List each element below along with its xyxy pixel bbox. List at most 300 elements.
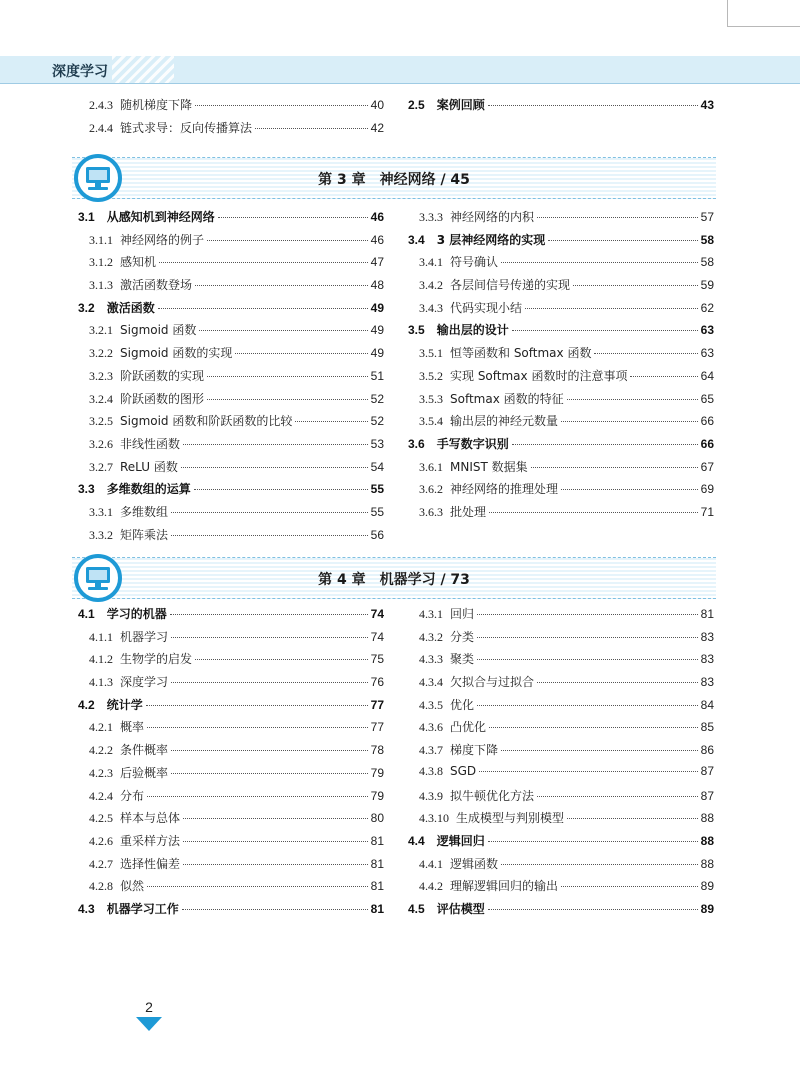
toc-entry-title: 从感知机到神经网络 <box>106 210 215 224</box>
header-stripes <box>112 56 174 83</box>
toc-entry-page: 85 <box>700 720 714 735</box>
toc-entry-page: 79 <box>370 765 384 780</box>
toc-entry[interactable] <box>408 696 714 719</box>
toc-entry[interactable] <box>408 344 714 367</box>
toc-entry-number: 3.2.4 <box>89 391 113 406</box>
toc-leader-dots <box>537 217 698 218</box>
toc-entry-number: 3.6.1 <box>419 459 443 474</box>
corner-tab <box>727 0 800 27</box>
toc-entry-title: SGD <box>450 763 477 778</box>
toc-entry-number: 4.1.1 <box>89 629 113 644</box>
toc-entry-title: Sigmoid 函数和阶跃函数的比较 <box>120 414 293 429</box>
toc-entry-page: 74 <box>370 607 384 621</box>
toc-entry-number: 3.3.2 <box>89 527 113 542</box>
toc-entry-number: 4.5 <box>408 901 425 916</box>
toc-entry[interactable] <box>78 435 384 458</box>
chapter-3-title: 第 3 章 神经网络 / 45 <box>318 172 470 188</box>
toc-entry-page: 87 <box>700 763 714 778</box>
toc-entry-title: 优化 <box>450 697 475 712</box>
toc-leader-dots <box>235 353 367 354</box>
toc-entry-page: 52 <box>370 391 384 406</box>
toc-entry-page: 81 <box>370 833 384 848</box>
toc-entry[interactable] <box>78 855 384 878</box>
toc-entry-number: 3.3 <box>78 482 95 497</box>
toc-entry-page: 54 <box>370 459 384 474</box>
toc-entry[interactable] <box>78 367 384 390</box>
toc-entry-page: 67 <box>700 459 714 474</box>
toc-leader-dots <box>512 444 698 445</box>
toc-entry-title: 凸优化 <box>450 720 487 735</box>
toc-entry-title: 案例回顾 <box>436 98 485 112</box>
toc-entry[interactable] <box>408 650 714 673</box>
toc-entry-number: 4.3.4 <box>419 675 443 690</box>
toc-entry-page: 79 <box>370 788 384 803</box>
toc-entry[interactable] <box>408 832 714 855</box>
toc-entry-title: 激活函数 <box>106 300 155 315</box>
toc-entry[interactable] <box>78 390 384 413</box>
page-marker-triangle <box>136 1017 162 1031</box>
toc-entry-title: 神经网络的推理处理 <box>450 482 559 497</box>
toc-entry[interactable] <box>78 900 384 923</box>
toc-entry-number: 4.3.5 <box>419 697 443 712</box>
toc-leader-dots <box>561 421 698 422</box>
toc-entry-page: 65 <box>700 391 714 406</box>
toc-entry[interactable] <box>408 628 714 651</box>
toc-entry-page: 59 <box>700 278 714 293</box>
toc-entry[interactable] <box>408 321 714 344</box>
toc-entry-title: 阶跃函数的实现 <box>120 368 205 383</box>
toc-entry-title: 各层间信号传递的实现 <box>450 278 571 293</box>
toc-entry[interactable] <box>78 696 384 719</box>
toc-entry[interactable] <box>408 458 714 481</box>
toc-entry[interactable] <box>78 344 384 367</box>
toc-leader-dots <box>501 750 698 751</box>
toc-entry[interactable] <box>78 119 384 142</box>
toc-column-right <box>408 96 714 141</box>
toc-leader-dots <box>171 637 368 638</box>
toc-entry-title: 随机梯度下降 <box>120 98 193 112</box>
toc-entry[interactable] <box>78 673 384 696</box>
toc-leader-dots <box>479 771 697 772</box>
toc-entry[interactable] <box>78 718 384 741</box>
toc-entry-title: 似然 <box>120 879 145 894</box>
toc-entry-number: 4.2 <box>78 697 95 712</box>
toc-entry[interactable] <box>78 877 384 900</box>
toc-entry-page: 80 <box>370 811 384 826</box>
toc-entry-page: 83 <box>700 675 714 690</box>
toc-entry[interactable] <box>408 412 714 435</box>
toc-leader-dots <box>199 330 367 331</box>
toc-leader-dots <box>207 399 368 400</box>
toc-entry-number: 4.2.7 <box>89 856 113 871</box>
chapter-3-banner <box>72 157 716 199</box>
toc-leader-dots <box>195 285 368 286</box>
toc-entry-page: 84 <box>700 697 714 712</box>
toc-entry-page: 55 <box>370 482 384 497</box>
toc-entry[interactable] <box>408 503 714 526</box>
toc-entry-number: 4.1.3 <box>89 675 113 690</box>
toc-entry-title: 梯度下降 <box>450 743 499 758</box>
toc-column-left <box>78 605 384 923</box>
toc-leader-dots <box>561 489 698 490</box>
toc-entry[interactable] <box>408 276 714 299</box>
toc-leader-dots <box>477 614 698 615</box>
toc-leader-dots <box>170 614 368 615</box>
toc-leader-dots <box>147 796 368 797</box>
toc-entry-title: 逻辑回归 <box>436 833 485 848</box>
toc-entry-number: 3.6.3 <box>419 504 443 519</box>
toc-entry-page: 88 <box>700 833 714 848</box>
toc-leader-dots <box>195 105 368 106</box>
toc-entry[interactable] <box>78 526 384 549</box>
toc-entry-number: 3.4.3 <box>419 300 443 315</box>
toc-entry-page: 55 <box>370 504 384 519</box>
toc-entry-number: 4.2.4 <box>89 788 113 803</box>
toc-entry-page: 58 <box>700 232 714 247</box>
toc-leader-dots <box>488 909 698 910</box>
toc-entry-number: 4.2.3 <box>89 765 113 780</box>
toc-entry-number: 3.3.3 <box>419 210 443 224</box>
toc-entry-page: 47 <box>370 255 384 270</box>
toc-leader-dots <box>194 489 368 490</box>
toc-entry-page: 46 <box>370 232 384 247</box>
toc-entry[interactable] <box>408 208 714 231</box>
toc-entry-number: 4.3.1 <box>419 607 443 621</box>
toc-entry[interactable] <box>78 741 384 764</box>
toc-entry-number: 4.4.1 <box>419 856 443 871</box>
toc-column-right <box>408 208 714 548</box>
running-header <box>0 56 800 84</box>
toc-entry-number: 3.6 <box>408 436 425 451</box>
toc-entry-title: 样本与总体 <box>120 811 181 826</box>
toc-entry-title: MNIST 数据集 <box>450 459 528 474</box>
toc-entry[interactable] <box>408 877 714 900</box>
toc-leader-dots <box>147 727 368 728</box>
toc-entry-number: 3.5.1 <box>419 346 443 361</box>
toc-entry-number: 3.4 <box>408 232 425 247</box>
toc-entry-page: 40 <box>370 98 384 112</box>
toc-entry-page: 49 <box>370 300 384 315</box>
toc-entry-number: 3.5.4 <box>419 414 443 429</box>
toc-entry-page: 81 <box>700 607 714 621</box>
toc-leader-dots <box>183 841 368 842</box>
toc-entry-title: 机器学习 <box>120 629 169 644</box>
toc-entry-number: 3.6.2 <box>419 482 443 497</box>
toc-column-right <box>408 605 714 923</box>
toc-leader-dots <box>477 637 698 638</box>
toc-entry[interactable] <box>408 253 714 276</box>
toc-leader-dots <box>561 886 698 887</box>
toc-entry[interactable] <box>78 650 384 673</box>
toc-entry-number: 3.3.1 <box>89 504 113 519</box>
toc-entry-page: 62 <box>700 300 714 315</box>
toc-entry[interactable] <box>78 208 384 231</box>
toc-entry[interactable] <box>78 321 384 344</box>
toc-entry-page: 49 <box>370 323 384 338</box>
toc-entry-number: 2.4.4 <box>89 120 113 135</box>
toc-entry-number: 3.2.6 <box>89 436 113 451</box>
toc-entry[interactable] <box>408 718 714 741</box>
toc-column-left <box>78 96 384 141</box>
toc-entry[interactable] <box>78 832 384 855</box>
toc-entry-title: 重采样方法 <box>120 833 181 848</box>
toc-entry-title: 拟牛顿优化方法 <box>450 788 535 803</box>
toc-entry-number: 4.3.9 <box>419 788 443 803</box>
toc-entry-number: 3.4.1 <box>419 255 443 270</box>
toc-entry-title: 实现 Softmax 函数时的注意事项 <box>450 368 628 383</box>
toc-entry-title: 符号确认 <box>450 255 499 270</box>
toc-entry-title: 分类 <box>450 629 475 644</box>
toc-entry-page: 87 <box>700 788 714 803</box>
toc-leader-dots <box>171 682 368 683</box>
toc-entry-page: 63 <box>700 323 714 338</box>
toc-entry-number: 3.2.1 <box>89 323 113 338</box>
toc-entry[interactable] <box>78 276 384 299</box>
toc-entry-title: 输出层的神经元数量 <box>450 414 559 429</box>
toc-entry-page: 63 <box>700 346 714 361</box>
toc-entry-title: 聚类 <box>450 652 475 667</box>
toc-entry-title: 3 层神经网络的实现 <box>436 232 546 247</box>
page-number: 2 <box>145 999 153 1015</box>
toc-entry-number: 3.5.2 <box>419 368 443 383</box>
toc-entry-title: 概率 <box>120 720 145 735</box>
toc-entry[interactable] <box>408 764 714 787</box>
toc-entry-number: 2.5 <box>408 98 425 112</box>
toc-entry-title: Sigmoid 函数的实现 <box>120 346 233 361</box>
toc-entry-page: 46 <box>370 210 384 224</box>
toc-entry-title: 理解逻辑回归的输出 <box>450 879 559 894</box>
toc-entry-page: 78 <box>370 743 384 758</box>
toc-entry-number: 4.2.2 <box>89 743 113 758</box>
toc-entry-title: 机器学习工作 <box>106 901 179 916</box>
toc-entry-number: 3.1.2 <box>89 255 113 270</box>
toc-leader-dots <box>630 376 697 377</box>
toc-leader-dots <box>488 105 698 106</box>
toc-entry-number: 4.2.6 <box>89 833 113 848</box>
toc-leader-dots <box>567 399 698 400</box>
toc-entry-number: 3.2.7 <box>89 459 113 474</box>
toc-entry[interactable] <box>408 900 714 923</box>
toc-leader-dots <box>573 285 698 286</box>
toc-leader-dots <box>218 217 368 218</box>
toc-entry[interactable] <box>408 96 714 119</box>
toc-entry-title: 学习的机器 <box>106 607 167 621</box>
toc-entry-title: 链式求导：反向传播算法 <box>120 120 253 135</box>
toc-entry-title: 深度学习 <box>120 675 169 690</box>
toc-entry[interactable] <box>408 787 714 810</box>
toc-leader-dots <box>477 659 698 660</box>
toc-leader-dots <box>489 512 698 513</box>
toc-entry-number: 3.1.1 <box>89 232 113 247</box>
toc-entry[interactable] <box>78 628 384 651</box>
toc-entry-page: 77 <box>370 697 384 712</box>
toc-entry-number: 4.3 <box>78 901 95 916</box>
toc-leader-dots <box>181 467 368 468</box>
toc-entry[interactable] <box>78 480 384 503</box>
toc-entry-page: 81 <box>370 879 384 894</box>
toc-entry-title: 回归 <box>450 607 475 621</box>
toc-entry-page: 81 <box>370 901 384 916</box>
toc-entry-page: 83 <box>700 652 714 667</box>
toc-entry-number: 3.2.5 <box>89 414 113 429</box>
toc-column-left <box>78 208 384 548</box>
toc-entry-number: 3.5 <box>408 323 425 338</box>
toc-entry[interactable] <box>408 367 714 390</box>
toc-entry-page: 43 <box>700 98 714 112</box>
toc-entry-page: 58 <box>700 255 714 270</box>
toc-entry-number: 4.2.8 <box>89 879 113 894</box>
toc-entry-title: 感知机 <box>120 255 157 270</box>
toc-entry-title: 后验概率 <box>120 765 169 780</box>
toc-entry-title: 逻辑函数 <box>450 856 499 871</box>
toc-entry[interactable] <box>78 605 384 628</box>
toc-leader-dots <box>567 818 698 819</box>
toc-entry-page: 86 <box>700 743 714 758</box>
toc-entry-number: 3.4.2 <box>419 278 443 293</box>
toc-entry-number: 4.3.3 <box>419 652 443 667</box>
toc-entry-page: 49 <box>370 346 384 361</box>
toc-entry-title: Softmax 函数的特征 <box>450 391 564 406</box>
toc-leader-dots <box>171 773 368 774</box>
toc-leader-dots <box>183 444 368 445</box>
toc-entry-title: 神经网络的例子 <box>120 232 205 247</box>
toc-leader-dots <box>501 262 698 263</box>
toc-entry-number: 2.4.3 <box>89 98 113 112</box>
toc-entry-title: 恒等函数和 Softmax 函数 <box>450 346 592 361</box>
toc-entry[interactable] <box>78 458 384 481</box>
toc-entry-page: 48 <box>370 278 384 293</box>
toc-entry-number: 4.3.6 <box>419 720 443 735</box>
toc-entry[interactable] <box>78 787 384 810</box>
toc-entry-number: 3.2.2 <box>89 346 113 361</box>
toc-entry-page: 74 <box>370 629 384 644</box>
toc-leader-dots <box>525 308 698 309</box>
toc-entry-title: 条件概率 <box>120 743 169 758</box>
toc-entry[interactable] <box>408 809 714 832</box>
toc-entry-page: 75 <box>370 652 384 667</box>
toc-entry-number: 4.3.7 <box>419 743 443 758</box>
toc-entry[interactable] <box>78 253 384 276</box>
toc-entry-number: 3.1 <box>78 210 95 224</box>
toc-entry-title: 统计学 <box>106 697 143 712</box>
toc-entry-number: 3.1.3 <box>89 278 113 293</box>
toc-top-section <box>78 96 714 141</box>
book-title: 深度学习 <box>52 64 108 80</box>
toc-leader-dots <box>594 353 697 354</box>
toc-entry[interactable] <box>408 741 714 764</box>
toc-entry[interactable] <box>408 480 714 503</box>
toc-entry-number: 3.2.3 <box>89 368 113 383</box>
toc-entry-number: 3.2 <box>78 300 95 315</box>
toc-entry-page: 64 <box>700 368 714 383</box>
toc-leader-dots <box>158 308 368 309</box>
toc-entry-title: 欠拟合与过拟合 <box>450 675 535 690</box>
toc-entry-page: 56 <box>370 527 384 542</box>
toc-entry-page: 89 <box>700 879 714 894</box>
toc-entry-page: 88 <box>700 811 714 826</box>
toc-entry-number: 3.5.3 <box>419 391 443 406</box>
toc-entry-title: 批处理 <box>450 504 487 519</box>
toc-leader-dots <box>182 909 368 910</box>
toc-entry-page: 88 <box>700 856 714 871</box>
toc-entry-number: 4.1.2 <box>89 652 113 667</box>
toc-leader-dots <box>489 727 698 728</box>
toc-entry[interactable] <box>78 412 384 435</box>
toc-entry[interactable] <box>78 809 384 832</box>
toc-leader-dots <box>295 421 367 422</box>
toc-leader-dots <box>537 682 698 683</box>
toc-entry-number: 4.2.5 <box>89 811 113 826</box>
toc-entry-title: 分布 <box>120 788 145 803</box>
toc-entry-title: 神经网络的内积 <box>450 210 535 224</box>
toc-entry-page: 66 <box>700 414 714 429</box>
toc-entry[interactable] <box>408 231 714 254</box>
toc-entry[interactable] <box>78 503 384 526</box>
toc-leader-dots <box>195 659 368 660</box>
toc-entry-page: 77 <box>370 720 384 735</box>
toc-entry-title: 评估模型 <box>436 901 485 916</box>
toc-entry[interactable] <box>408 435 714 458</box>
toc-entry-title: 输出层的设计 <box>436 323 509 338</box>
toc-leader-dots <box>537 796 698 797</box>
toc-chapter-4 <box>78 605 714 923</box>
toc-chapter-3 <box>78 208 714 548</box>
toc-entry-title: 非线性函数 <box>120 436 181 451</box>
toc-entry[interactable] <box>408 390 714 413</box>
toc-entry[interactable] <box>408 673 714 696</box>
toc-entry-number: 4.3.8 <box>419 763 443 778</box>
toc-entry-page: 76 <box>370 675 384 690</box>
toc-leader-dots <box>488 841 698 842</box>
toc-entry-page: 81 <box>370 856 384 871</box>
toc-entry-title: 代码实现小结 <box>450 300 523 315</box>
toc-entry-page: 57 <box>700 210 714 224</box>
toc-leader-dots <box>171 750 368 751</box>
chapter-4-banner <box>72 557 716 599</box>
toc-entry[interactable] <box>408 299 714 322</box>
toc-entry-page: 42 <box>370 120 384 135</box>
toc-leader-dots <box>146 705 368 706</box>
toc-leader-dots <box>501 864 698 865</box>
toc-leader-dots <box>512 330 698 331</box>
toc-entry-page: 83 <box>700 629 714 644</box>
toc-entry-number: 4.4 <box>408 833 425 848</box>
toc-leader-dots <box>531 467 698 468</box>
toc-entry-title: 矩阵乘法 <box>120 527 169 542</box>
toc-entry-page: 89 <box>700 901 714 916</box>
toc-entry[interactable] <box>78 96 384 119</box>
toc-entry-page: 69 <box>700 482 714 497</box>
toc-entry[interactable] <box>78 764 384 787</box>
toc-entry-number: 4.3.2 <box>419 629 443 644</box>
toc-leader-dots <box>171 535 368 536</box>
toc-leader-dots <box>477 705 698 706</box>
toc-leader-dots <box>207 240 368 241</box>
toc-entry-title: 生成模型与判别模型 <box>456 811 565 826</box>
toc-entry-title: Sigmoid 函数 <box>120 323 197 338</box>
toc-entry-title: 阶跃函数的图形 <box>120 391 205 406</box>
toc-entry-title: ReLU 函数 <box>120 459 178 474</box>
toc-entry[interactable] <box>408 855 714 878</box>
toc-entry-title: 生物学的启发 <box>120 652 193 667</box>
toc-entry-page: 52 <box>370 414 384 429</box>
toc-entry[interactable] <box>408 605 714 628</box>
toc-leader-dots <box>171 512 368 513</box>
toc-entry-title: 多维数组的运算 <box>106 482 191 497</box>
toc-entry[interactable] <box>78 231 384 254</box>
toc-entry-title: 多维数组 <box>120 504 169 519</box>
toc-entry[interactable] <box>78 299 384 322</box>
